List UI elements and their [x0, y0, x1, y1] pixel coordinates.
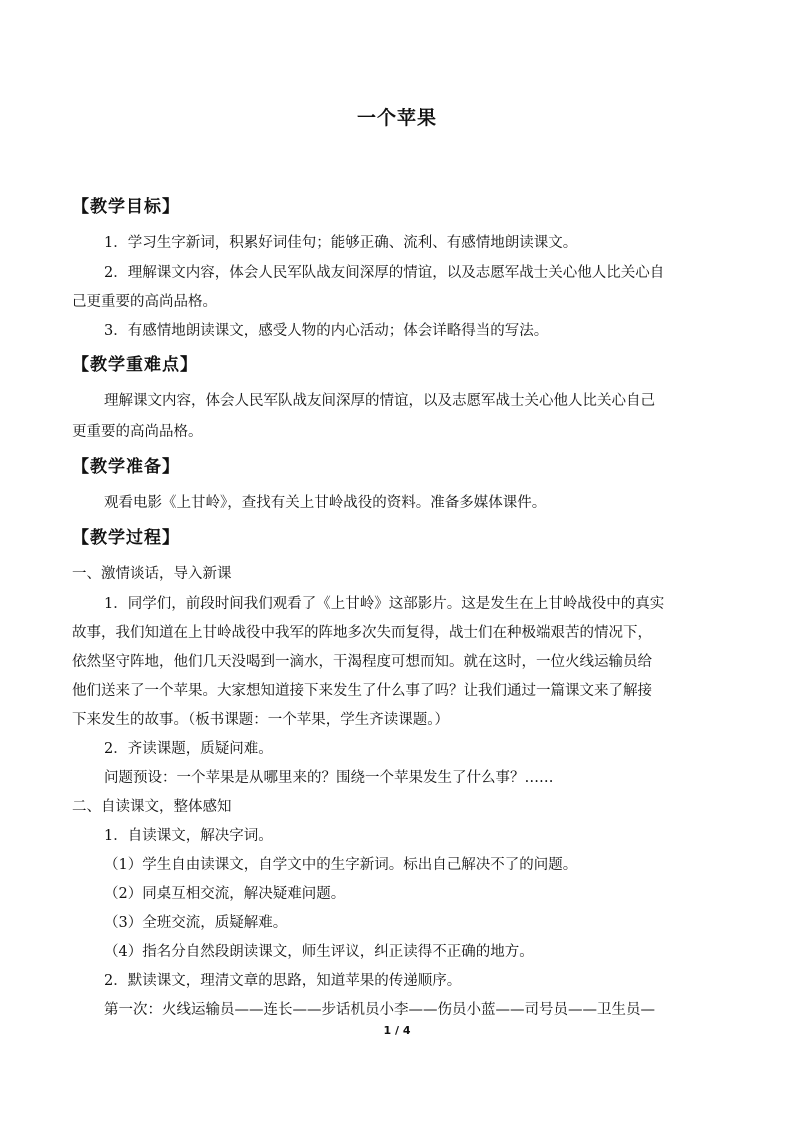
paragraph-line: 2．默读课文，理清文章的思路，知道苹果的传递顺序。: [104, 973, 462, 989]
paragraph-line: （2）同桌互相交流，解决疑难问题。: [104, 886, 346, 902]
paragraph-line: 己更重要的高尚品格。: [72, 294, 217, 310]
paragraph-line: 理解课文内容，体会人民军队战友间深厚的情谊，以及志愿军战士关心他人比关心自己: [104, 393, 655, 409]
paragraph-line: 更重要的高尚品格。: [72, 424, 203, 440]
paragraph-line: 依然坚守阵地，他们几天没喝到一滴水，干渴程度可想而知。就在这时，一位火线运输员给: [72, 654, 652, 670]
section-heading-process: 【教学过程】: [72, 528, 180, 548]
section-heading-key-points: 【教学重难点】: [72, 355, 198, 375]
paragraph-line: 问题预设：一个苹果是从哪里来的？围绕一个苹果发生了什么事？……: [104, 770, 554, 786]
paragraph-line: 第一次：火线运输员——连长——步话机员小李——伤员小蓝——司号员——卫生员—: [104, 1002, 655, 1018]
document-title: 一个苹果: [356, 107, 437, 129]
section-heading-goals: 【教学目标】: [72, 197, 180, 217]
paragraph-line: 3．有感情地朗读课文，感受人物的内心活动；体会详略得当的写法。: [104, 323, 549, 339]
paragraph-line: （4）指名分自然段朗读课文，师生评议，纠正读得不正确的地方。: [104, 944, 534, 960]
paragraph-line: 2．理解课文内容，体会人民军队战友间深厚的情谊，以及志愿军战士关心他人比关心自: [104, 265, 665, 281]
paragraph-line: 1．同学们，前段时间我们观看了《上甘岭》这部影片。这是发生在上甘岭战役中的真实: [104, 596, 665, 612]
paragraph-line: 他们送来了一个苹果。大家想知道接下来发生了什么事了吗？让我们通过一篇课文来了解接: [72, 683, 652, 699]
paragraph-line: 1．自读课文，解决字词。: [104, 828, 273, 844]
paragraph-line: 1．学习生字新词，积累好词佳句；能够正确、流利、有感情地朗读课文。: [104, 235, 578, 251]
paragraph-line: （3）全班交流，质疑解难。: [104, 915, 288, 931]
paragraph-line: 下来发生的故事。（板书课题：一个苹果，学生齐读课题。）: [72, 712, 449, 728]
paragraph-line: （1）学生自由读课文，自学文中的生字新词。标出自己解决不了的问题。: [104, 857, 578, 873]
page-number: 1 / 4: [383, 1024, 411, 1037]
paragraph-line: 2．齐读课题，质疑问难。: [104, 741, 273, 757]
paragraph-line: 故事，我们知道在上甘岭战役中我军的阵地多次失而复得，战士们在种极端艰苦的情况下，: [72, 625, 652, 641]
section-heading-preparation: 【教学准备】: [72, 457, 180, 477]
subsection-heading-part2: 二、自读课文，整体感知: [72, 799, 232, 815]
paragraph-line: 观看电影《上甘岭》，查找有关上甘岭战役的资料。准备多媒体课件。: [104, 495, 547, 511]
subsection-heading-part1: 一、激情谈话，导入新课: [72, 566, 232, 582]
